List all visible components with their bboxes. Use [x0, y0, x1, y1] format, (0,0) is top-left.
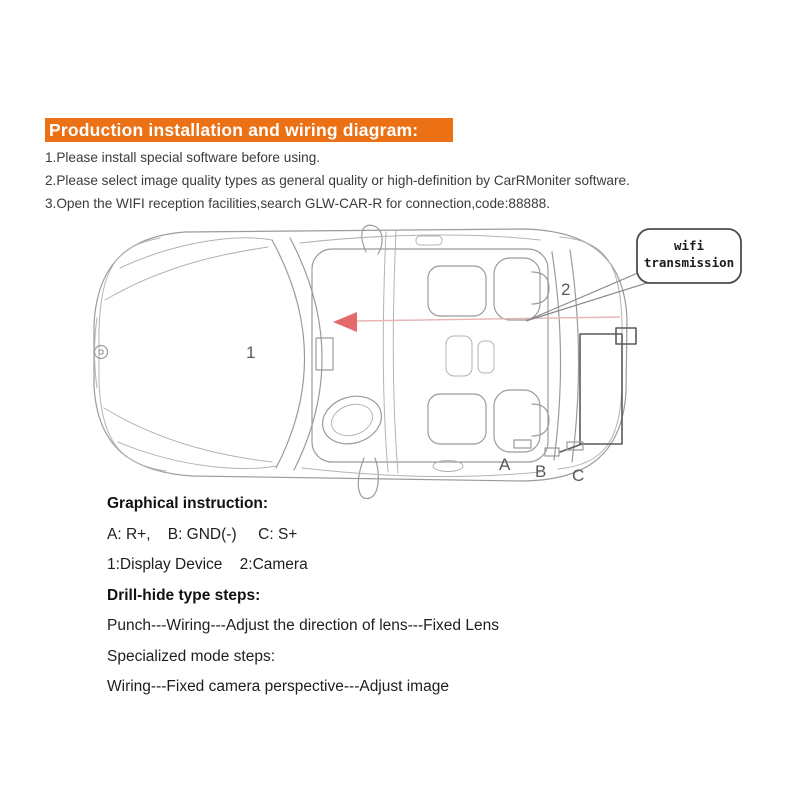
legend-specialized-steps: Wiring---Fixed camera perspective---Adjust image [107, 678, 449, 695]
marker-a: A [499, 455, 511, 474]
wifi-bubble-text-1: wifi [673, 238, 705, 253]
car-rear-inner-line [558, 237, 622, 469]
rear-wall-arc-2 [570, 250, 579, 462]
legend-abc-line: A: R+, B: GND(-) C: S+ [107, 525, 298, 543]
camera-wire [560, 444, 582, 452]
hood-crease-top [105, 247, 268, 300]
wifi-signal-line [357, 317, 620, 321]
bubble-leader-line-2 [526, 282, 650, 321]
car-front-inner-line [99, 238, 166, 471]
car-body-outline [94, 229, 627, 481]
legend-graphical-title: Graphical instruction: [107, 495, 269, 512]
header-bar [45, 118, 453, 142]
pillar-line-2 [393, 231, 398, 473]
windshield-inner [290, 238, 322, 470]
legend-devices-line: 1:Display Device 2:Camera [107, 556, 308, 573]
center-console [446, 336, 472, 376]
windshield-outer [272, 240, 305, 468]
signal-arrow-icon [333, 312, 357, 332]
marker-c: C [572, 466, 585, 485]
wire-terminal-a [514, 440, 531, 448]
legend-specialized-title: Specialized mode steps: [107, 647, 276, 665]
page-title: Production installation and wiring diagram: [49, 119, 419, 140]
marker-1-display-device: 1 [246, 343, 256, 362]
marker-2-camera: 2 [561, 280, 571, 299]
wifi-bubble-text-2: transmission [643, 255, 735, 270]
seat-cushion-top [428, 266, 486, 316]
marker-b: B [535, 462, 547, 481]
steering-wheel-inner [327, 399, 376, 441]
car-wiring-diagram [60, 210, 760, 510]
hood-crease-bottom [104, 408, 272, 462]
hood-emblem-icon [95, 346, 108, 359]
console-detail [478, 341, 494, 373]
instruction-line-1: 1.Please install special software before using. [45, 150, 321, 165]
side-mirror-top [362, 225, 382, 254]
steering-wheel-outer [316, 389, 387, 451]
instruction-line-2: 2.Please select image quality types as general quality or high-definition by CarRMoniter software. [45, 173, 630, 188]
legend-drill-steps: Punch---Wiring---Adjust the direction of lens---Fixed Lens [107, 617, 499, 634]
seat-back-top [494, 258, 540, 320]
seat-back-bottom [494, 390, 540, 452]
legend-block [107, 489, 727, 703]
cabin-frame [312, 249, 548, 462]
display-device-rect [316, 338, 333, 370]
instruction-list [45, 146, 765, 215]
rear-wall-arc-1 [552, 252, 561, 460]
camera-connector [616, 328, 636, 344]
legend-drill-title: Drill-hide type steps: [107, 586, 261, 604]
door-handle-top [416, 236, 442, 245]
pillar-line-1 [383, 232, 388, 472]
bubble-leader-line-1 [526, 272, 640, 321]
instruction-line-3: 3.Open the WIFI reception facilities,search GLW-CAR-R for connection,code:88888. [45, 196, 550, 211]
seat-cushion-bottom [428, 394, 486, 444]
